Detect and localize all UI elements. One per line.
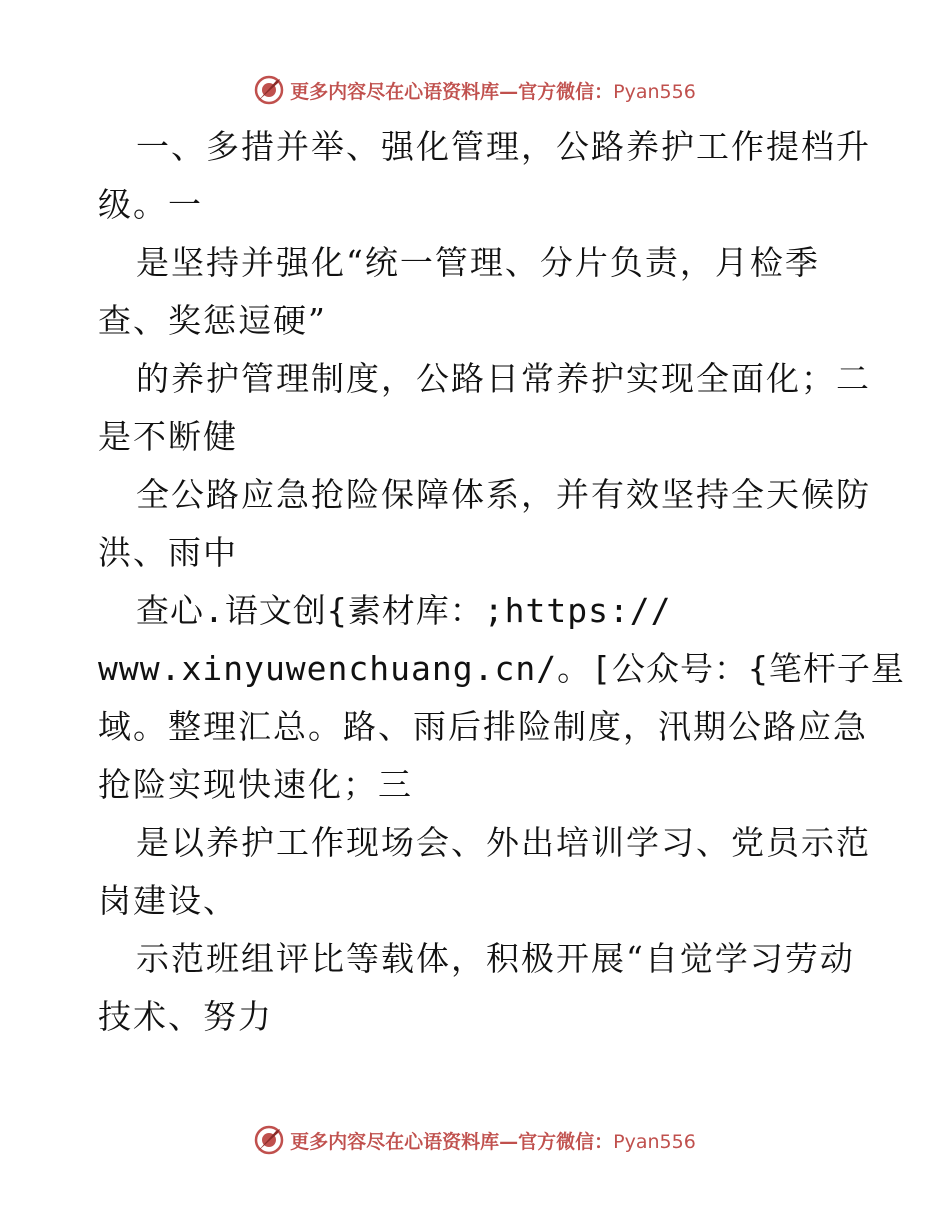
quill-logo-icon — [254, 1125, 284, 1155]
body-line: 查心.语文创{素材库：;https:// — [136, 591, 672, 630]
body-line: 域。整理汇总。路、雨后排险制度，汛期公路应急 — [98, 707, 868, 746]
header-banner — [0, 72, 950, 108]
body-line: 是坚持并强化“统一管理、分片负责，月检季 — [136, 243, 820, 282]
body-line: 是以养护工作现场会、外出培训学习、党员示范 — [136, 823, 871, 862]
body-line: 技术、努力 — [98, 997, 273, 1036]
body-line: 查、奖惩逗硬” — [98, 301, 327, 340]
header-wechat-handle: Pyan556 — [613, 80, 696, 103]
footer-wechat-handle: Pyan556 — [613, 1130, 696, 1153]
body-line: 洪、雨中 — [98, 533, 238, 572]
quill-logo-icon — [254, 75, 284, 105]
body-line: 抢险实现快速化；三 — [98, 765, 413, 804]
footer-banner-text: 更多内容尽在心语资料库—官方微信：Pyan556 — [290, 1130, 696, 1153]
body-line: 全公路应急抢险保障体系，并有效坚持全天候防 — [136, 475, 871, 514]
body-line: 岗建设、 — [98, 881, 238, 920]
body-line: 一、多措并举、强化管理，公路养护工作提档升 — [136, 127, 871, 166]
footer-banner — [0, 1122, 950, 1158]
body-line: 是不断健 — [98, 417, 238, 456]
body-line: www.xinyuwenchuang.cn/。[公众号：{笔杆子星 — [98, 649, 905, 688]
body-line: 示范班组评比等载体，积极开展“自觉学习劳动 — [136, 939, 855, 978]
body-line: 级。一 — [98, 185, 203, 224]
header-banner-text: 更多内容尽在心语资料库—官方微信：Pyan556 — [290, 80, 696, 103]
body-line: 的养护管理制度，公路日常养护实现全面化；二 — [136, 359, 871, 398]
